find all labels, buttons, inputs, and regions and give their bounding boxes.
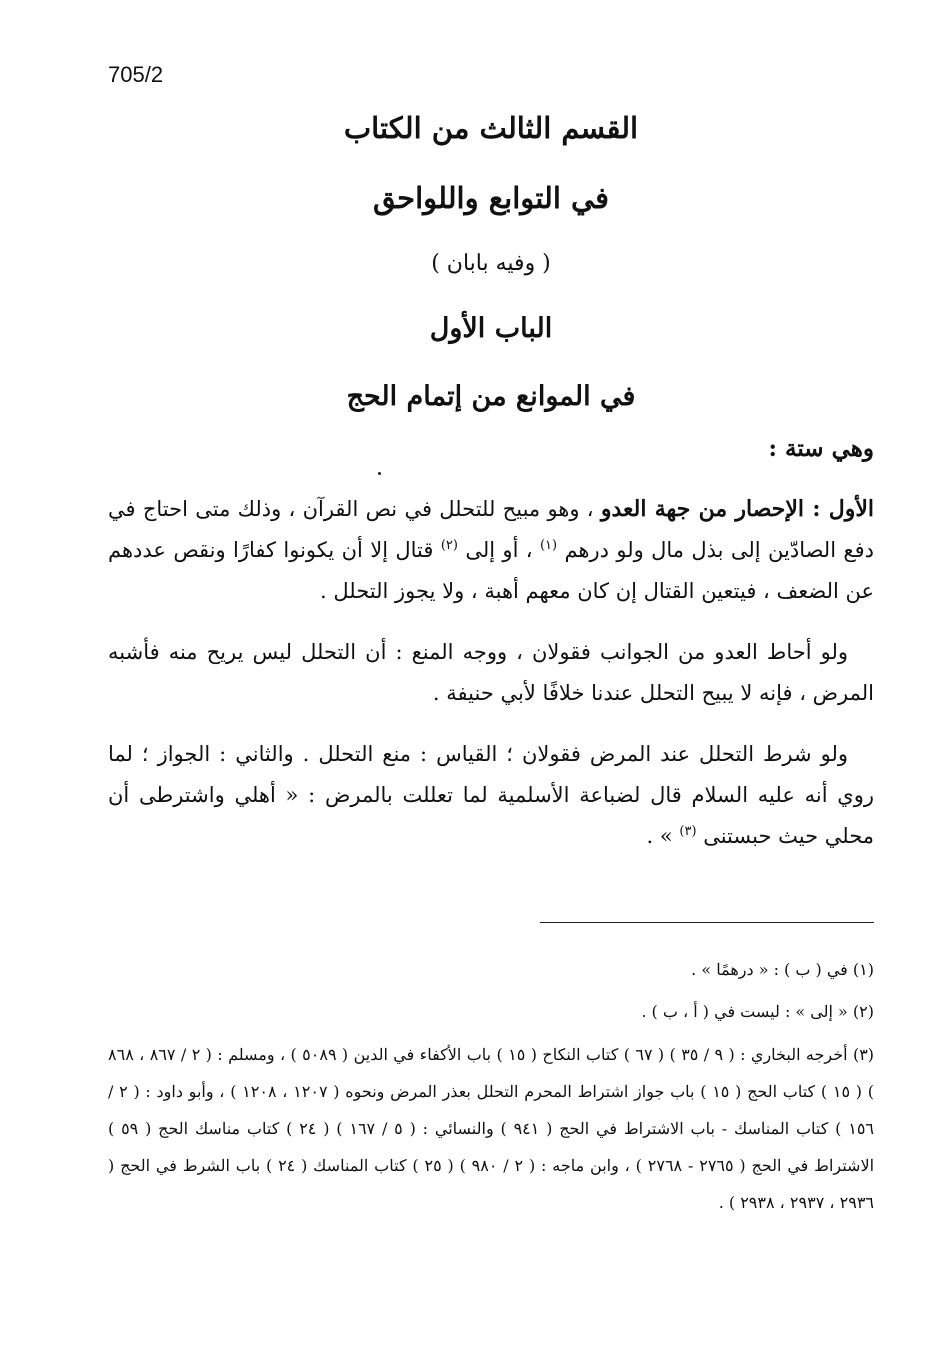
paragraph-1-text-c: قتال إلا أن يكونوا كفارًا ونقص عددهم عن الضعف ، فيتعين القتال إن كان معهم أهبة ، ولا يجوز التحلل . xyxy=(108,538,874,603)
section-subject: في التوابع واللواحق xyxy=(372,181,610,215)
section-note: ( وفيه بابان ) xyxy=(431,251,551,276)
footnote-3: (٣) أخرجه البخاري : ( ٩ / ٣٥ ) ( ٦٧ ) كتاب النكاح ( ١٥ ) باب الأكفاء في الدين ( ٥٠٨٩ ) ، ومسلم : ( ٢ / ٨٦٧ ، ٨٦٨ ) ( ١٥ ) كتاب الحج ( ١٥ ) باب جواز اشتراط المحرم التحلل بعذر المرض ونحوه ( ١٢٠٧ ، ١٢٠٨ ) ، وأبو داود : ( ٢ / ١٥٦ ) كتاب المناسك - باب الاشتراط في الحج ( ٩٤١ ) والنسائي : ( ٥ / ١٦٧ ) ( ٢٤ ) كتاب مناسك الحج ( ٥٩ ) الاشتراط في الحج ( ٢٧٦٥ - ٢٧٦٨ ) ، وابن ماجه : ( ٢ / ٩٨٠ ) ( ٢٥ ) كتاب المناسك ( ٢٤ ) باب الشرط في الحج ( ٢٩٣٦ ، ٢٩٣٧ ، ٢٩٣٨ ) . xyxy=(108,1045,875,1212)
footnote-ref-3[interactable]: (٣) xyxy=(679,824,697,839)
chapter-subject: في الموانع من إتمام الحج xyxy=(346,381,636,412)
footnote-ref-2[interactable]: (٢) xyxy=(440,538,458,553)
page-number: 705/2 xyxy=(108,62,164,87)
paragraph-1-lead: الأول : الإحصار من جهة العدو xyxy=(600,496,874,522)
paragraph-3 xyxy=(108,734,874,857)
paragraph-1 xyxy=(108,489,874,612)
section-title: القسم الثالث من الكتاب xyxy=(343,111,639,145)
chapter-title: الباب الأول xyxy=(429,313,553,344)
footnote-1: (١) في ( ب ) : « درهمًا » . xyxy=(691,960,874,979)
intro-line: وهي ستة : xyxy=(768,435,874,462)
footnote-ref-1[interactable]: (١) xyxy=(539,538,558,553)
footnotes-block xyxy=(108,952,874,1227)
paragraph-3-text-a: ولو شرط التحلل عند المرض فقولان ؛ القياس : منع التحلل . والثاني : الجواز ؛ لما روي أنه عليه السلام قال لضباعة الأسلمية لما تعللت بالمرض : « أهلي واشترطى أن محلي حيث حبستنى xyxy=(108,742,874,848)
paragraph-1-text-a: ، وهو مبيح للتحلل في نص القرآن ، وذلك متى احتاج في دفع الصادّين إلى بذل مال ولو درهم xyxy=(108,497,874,562)
footnote-separator xyxy=(540,922,874,923)
footnote-2: (٢) « إلى » : ليست في ( أ ، ب ) . xyxy=(641,1002,874,1021)
headings-block xyxy=(108,104,874,434)
main-text xyxy=(108,428,874,877)
paragraph-2: ولو أحاط العدو من الجوانب فقولان ، ووجه المنع : أن التحلل ليس يريح منه فأشبه المرض ، فإنه لا يبيح التحلل عندنا خلافًا لأبي حنيفة . xyxy=(108,640,874,705)
paragraph-1-text-b: ، أو إلى xyxy=(465,538,540,562)
paragraph-3-text-b: » . xyxy=(646,824,680,848)
